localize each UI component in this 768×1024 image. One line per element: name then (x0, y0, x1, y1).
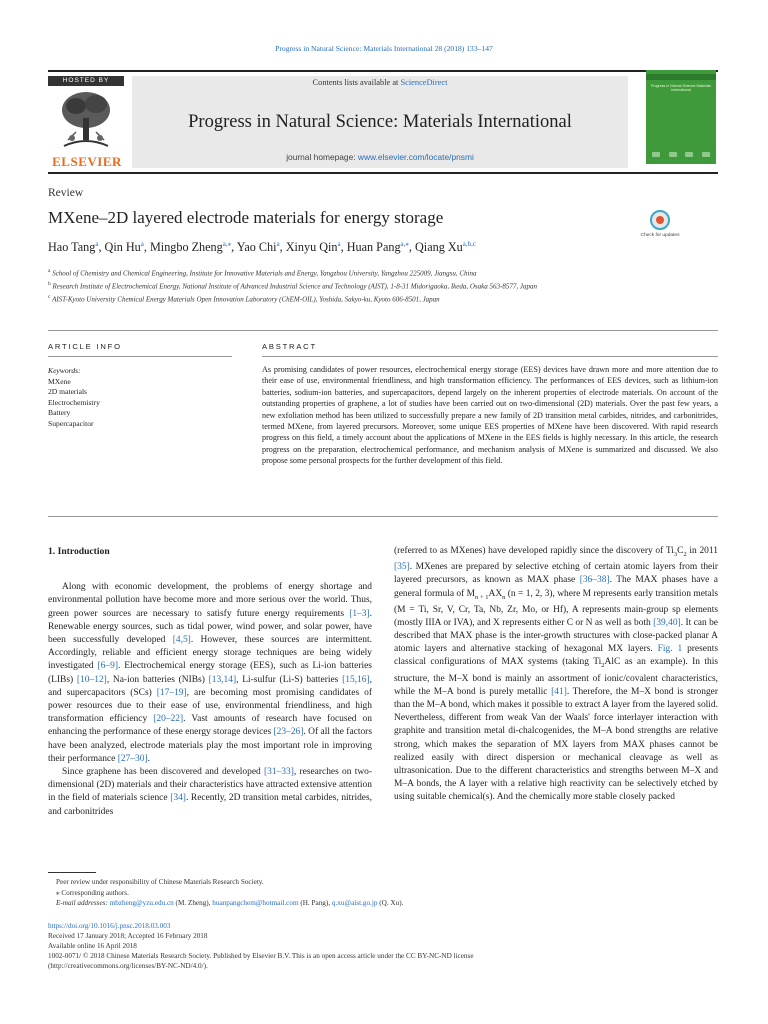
body-paragraph: Along with economic development, the problems of energy shortage and environmental pollution have become more and more serious over the world. Thus, green power sources are necessary to satisfy future energy requirements [1–3]. Renewable energy sources, such as tidal power, wind power, and solar power, have been successfully developed [4,5]. However, these sources are intermittent. Accordingly, reliable and efficient energy storage techniques are being widely investigated [6–9]. Electrochemical energy storage (EES), such as Li-ion batteries (LIBs) [10–12], Na-ion batteries (NIBs) [13,14], Li-sulfur (Li-S) batteries [15,16], and supercapacitors (SCs) [17–19], are becoming most promising candidates of power resources due to their ease of use, environmental friendliness, and high transformation efficiency [20–22]. Vast amounts of research have focused on enhancing the performance of these energy storage devices [23–26]. Of all the factors have been analyzed, electrode materials play the most important role in improving their performance [27–30]. (48, 582, 372, 764)
cover-band (646, 74, 716, 80)
doi-link[interactable]: https://doi.org/10.1016/j.pnsc.2018.03.003 (48, 922, 171, 930)
author-name[interactable]: Mingbo Zheng (149, 240, 223, 255)
author-affil-mark[interactable]: a,⁎ (222, 240, 232, 248)
crossmark-label: Check for updates (640, 233, 680, 238)
author-name[interactable]: Yao Chi (236, 240, 277, 255)
contents-prefix: Contents lists available at (312, 78, 399, 87)
author-name[interactable]: Qiang Xu (415, 240, 463, 255)
divider (48, 330, 718, 331)
elsevier-logo[interactable] (48, 76, 126, 169)
cover-footer (652, 152, 710, 158)
elsevier-tree-icon (54, 88, 118, 150)
author-affil-mark[interactable]: a (276, 240, 280, 248)
keyword: Battery (48, 408, 71, 417)
keyword: MXene (48, 376, 71, 386)
author-affil-mark[interactable]: a,b,c (462, 240, 476, 248)
keyword: 2D materials (48, 387, 88, 396)
sciencedirect-link[interactable]: ScienceDirect (400, 78, 448, 87)
homepage-line (132, 152, 628, 162)
article-info-heading: ARTICLE INFO (48, 342, 122, 351)
affiliation: $^a$ School of Chemistry and Chemical Engineering, Institute for Innovative Materials and Energy, Yangzhou University, Yangzhou 225009, Jiangsu, China (48, 268, 477, 278)
author-affil-mark[interactable]: a (140, 240, 144, 248)
footnote-rule (48, 872, 96, 873)
affiliations (48, 266, 648, 305)
masthead-panel (132, 76, 628, 168)
body-paragraph: (referred to as MXenes) have developed rapidly since the discovery of $Ti_3C_2$ in 2011 [35]. MXenes are prepared by selective etching of certain atomic layers from their layered precursors, as known as MAX phase [36–38]. The MAX phases have a general formula of $M_{n + 1}AX_n$ (n = 1, 2, 3), where M represents early transition metals (M = Ti, Sr, V, Cr, Ta, Nb, Zr, Mo, or Hf), A represents main-group sp elements (mostly IIIA or IVA), and X represents either C or N as well as both [39,40]. It can be described that MAX phase is the inter-growth structures with close-packed planar A atomic layers and alternative stacking of hexagonal MX layers. Fig. 1 presents classical configurations of MAX systems (taking $Ti_2AlC$ as an example). In this structure, the M–X bond is mainly an assortment of ionic/covalent characteristics, while the M–A bond is purely metallic [41]. Therefore, the M–X bond is stronger than the M–A bond, which makes it possible to extract A layer from the layered solid. Nevertheless, different from weak Van der Waals' force interlayer interaction with graphite and transition metal di-chalcogenides, the M–A bond strengths are relative strong, which makes the separation of MX layers from MAX phases cannot be realized easily with direct dispersion or mechanical cleavage as well as ultrasonication. Due to the different characteristics and strengths between M–X and M–A bonds, the A layer with a relative high reactivity can be selectively etched by using suitable chemical(s). And the chemically more stable closely packed (394, 546, 719, 803)
author-name[interactable]: Huan Pang (346, 240, 401, 255)
license-text: 1002-0071/ © 2018 Chinese Materials Research Society. Published by Elsevier B.V. This is an open access article under the CC BY-NC-ND license (48, 952, 474, 960)
check-for-updates-badge[interactable] (640, 210, 680, 254)
homepage-link[interactable]: www.elsevier.com/locate/pnsmi (357, 152, 474, 162)
divider (48, 516, 718, 517)
article-type: Review (48, 187, 84, 199)
homepage-prefix: journal homepage: (286, 152, 356, 162)
journal-reference[interactable]: Progress in Natural Science: Materials International 28 (2018) 133–147 (275, 44, 493, 53)
author-name[interactable]: Qin Hu (104, 240, 141, 255)
email-link[interactable]: q.xu@aist.go.jp (331, 899, 378, 908)
publication-info (48, 921, 728, 971)
author-name[interactable]: Hao Tang (48, 240, 96, 255)
crossmark-icon (650, 210, 670, 230)
body-column-left (48, 545, 372, 819)
keyword: Electrochemistry (48, 397, 100, 407)
contents-line (132, 78, 628, 87)
available-date: Available online 16 April 2018 (48, 942, 137, 950)
journal-masthead (48, 70, 718, 170)
email-addresses: E-mail addresses: mbzheng@yzu.edu.cn (M. Zheng), huanpangchem@hotmail.com (H. Pang), q.xu@aist.go.jp (Q. Xu). (56, 899, 404, 908)
keywords-label: Keywords: (48, 366, 81, 375)
peer-review-note: Peer review under responsibility of Chinese Materials Research Society. (56, 878, 264, 886)
email-label: E-mail addresses: (56, 899, 108, 908)
body-paragraph: Since graphene has been discovered and developed [31–33], researches on two-dimensional (2D) materials and their characteristics have attracted extensive attention in the field of materials science [34]. Recently, 2D transition metal carbides, nitrides, and carbonitrides (48, 767, 373, 817)
article-title: MXene–2D layered electrode materials for energy storage (48, 208, 444, 227)
journal-cover-image[interactable] (646, 70, 716, 164)
cover-title: Progress in Natural Science Materials International (650, 84, 712, 92)
email-link[interactable]: huanpangchem@hotmail.com (212, 899, 299, 908)
divider (48, 356, 232, 357)
received-dates: Received 17 January 2018; Accepted 16 February 2018 (48, 932, 208, 940)
license-url[interactable]: (http://creativecommons.org/licenses/BY-NC-ND/4.0/). (48, 962, 208, 970)
keyword: Supercapacitor (48, 418, 94, 428)
abstract-text: As promising candidates of power resources, electrochemical energy storage (EES) devices have drawn more and more attention due to their ease of use, environmental friendliness, and high transformation efficiency. The performances of EES devices, such as lithium-ion batteries, sodium-ion batteries, and supercapacitors, depend largely on the inherent properties of electrode materials. On account of the outstanding properties of graphene, a lot of studies have been carried out on two-dimensional (2D) materials. Over the past few years, a new exfoliation method has been utilized to successfully prepare a new family of 2D transition metal carbides, nitrides, and carbonitrides, termed MXene, from layered precursors. Moreover, some unique EES properties of MXene have been discovered. With rapid research progress on this field, a timely account about the applications of MXene in the EES fields is highly necessary. In this article, the research progress on the preparation, electrochemical performance, and mechanism analysis of MXene is summarized and discussed. We also propose some personal prospects for the further development of this field. (262, 365, 718, 466)
divider (262, 356, 718, 357)
section-heading: 1. Introduction (48, 546, 110, 557)
keywords-block (48, 366, 228, 429)
author-list: Hao Tang$^a$, Qin Hu$^a$, Mingbo Zheng$^{a,⁎}$, Yao Chi$^a$, Xinyu Qin$^a$, Huan Pang$^{a,⁎}$, Qiang Xu$^{a,b,c}$ (48, 240, 476, 255)
author-name[interactable]: Xinyu Qin (285, 240, 338, 255)
corresponding-note: ⁎ Corresponding authors. (56, 888, 129, 897)
author-affil-mark[interactable]: a (95, 240, 99, 248)
abstract-heading: ABSTRACT (262, 342, 317, 351)
affiliation: $^b$ Research Institute of Electrochemical Energy, National Institute of Advanced Industrial Science and Technology (AIST), 1-8-31 Midorigaoka, Ikeda, Osaka 563-8577, Japan (48, 281, 537, 291)
email-link[interactable]: mbzheng@yzu.edu.cn (109, 899, 174, 908)
elsevier-wordmark: ELSEVIER (52, 154, 122, 169)
masthead-bottom-rule (48, 172, 718, 174)
hosted-by-label: HOSTED BY (48, 76, 124, 86)
author-affil-mark[interactable]: a,⁎ (400, 240, 409, 248)
author-affil-mark[interactable]: a (337, 240, 341, 248)
journal-title: Progress in Natural Science: Materials International (188, 112, 572, 132)
footnotes (48, 877, 728, 909)
body-column-right (394, 545, 718, 805)
masthead-top-rule (48, 70, 718, 72)
affiliation: $^c$ AIST-Kyoto University Chemical Energy Materials Open Innovation Laboratory (ChEM-OIL), Yoshida, Sakyo-ku, Kyoto 606-8501, Japan (48, 294, 440, 304)
